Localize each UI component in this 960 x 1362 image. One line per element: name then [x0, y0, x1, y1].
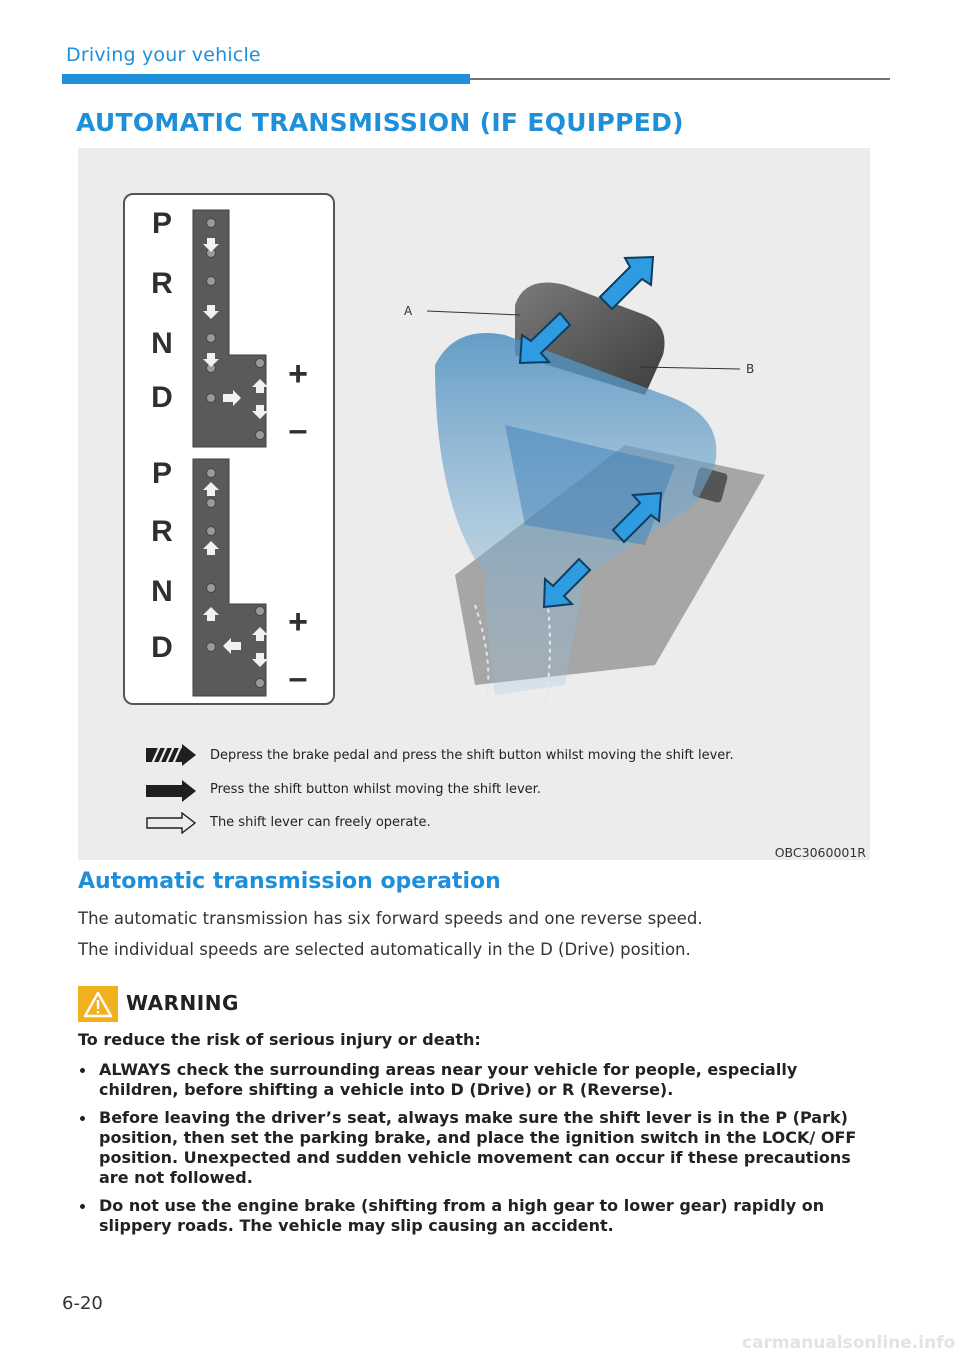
warning-item: Before leaving the driver’s seat, always make sure the shift lever is in the P (Park) position, then set the parking brake, and place the ignition switch in the LOCK/ OFF position. Unexpected and sudden vehicle movement can occur if these precautions are not followed.: [78, 1108, 878, 1188]
gear-letter-r: R: [151, 267, 173, 300]
warning-list: [78, 1060, 878, 1244]
gear-letter-n: N: [151, 575, 173, 608]
paragraph: The automatic transmission has six forward speeds and one reverse speed.: [78, 909, 703, 928]
section-title: Driving your vehicle: [66, 44, 261, 66]
legend-text: Depress the brake pedal and press the shift button whilst moving the shift lever.: [210, 748, 734, 763]
manual-plus-sign: +: [288, 603, 308, 641]
page-number: 6-20: [62, 1293, 103, 1314]
hatched-arrow-icon: [146, 744, 198, 766]
warning-title: WARNING: [126, 991, 239, 1015]
gear-letter-p: P: [151, 457, 172, 490]
warning-item: ALWAYS check the surrounding areas near your vehicle for people, especially children, before shifting a vehicle into D (Drive) or R (Reverse).: [78, 1060, 878, 1100]
page-heading: AUTOMATIC TRANSMISSION (IF EQUIPPED): [76, 108, 684, 137]
outline-arrow-icon: [146, 812, 198, 834]
legend-text: The shift lever can freely operate.: [210, 815, 431, 830]
gate-plates: [123, 193, 335, 705]
gear-letter-r: R: [151, 515, 173, 548]
shift-lever-illustration: [395, 245, 795, 715]
shift-pattern-diagram: [123, 193, 335, 705]
figure-code: OBC3060001R: [774, 845, 866, 860]
paragraph: The individual speeds are selected automatically in the D (Drive) position.: [78, 940, 691, 959]
warning-badge: [78, 986, 118, 1022]
gear-letter-n: N: [151, 327, 173, 360]
header-rule: [470, 78, 890, 80]
manual-minus-sign: –: [288, 659, 308, 697]
sub-heading: Automatic transmission operation: [78, 869, 501, 894]
solid-arrow-icon: [146, 780, 198, 802]
warning-lead: To reduce the risk of serious injury or death:: [78, 1030, 481, 1049]
watermark: carmanualsonline.info: [742, 1333, 956, 1353]
legend-text: Press the shift button whilst moving the shift lever.: [210, 782, 541, 797]
callout-b: B: [746, 362, 755, 376]
gear-letter-d: D: [151, 381, 173, 414]
gear-letter-d: D: [151, 631, 173, 664]
header-rule-accent: [62, 74, 470, 84]
warning-item: Do not use the engine brake (shifting from a high gear to lower gear) rapidly on slippery roads. The vehicle may slip causing an accident.: [78, 1196, 878, 1236]
warning-triangle-icon: [78, 986, 118, 1022]
callout-a: A: [404, 304, 413, 318]
manual-minus-sign: –: [288, 411, 308, 449]
gear-letter-p: P: [151, 207, 172, 240]
manual-plus-sign: +: [288, 355, 308, 393]
